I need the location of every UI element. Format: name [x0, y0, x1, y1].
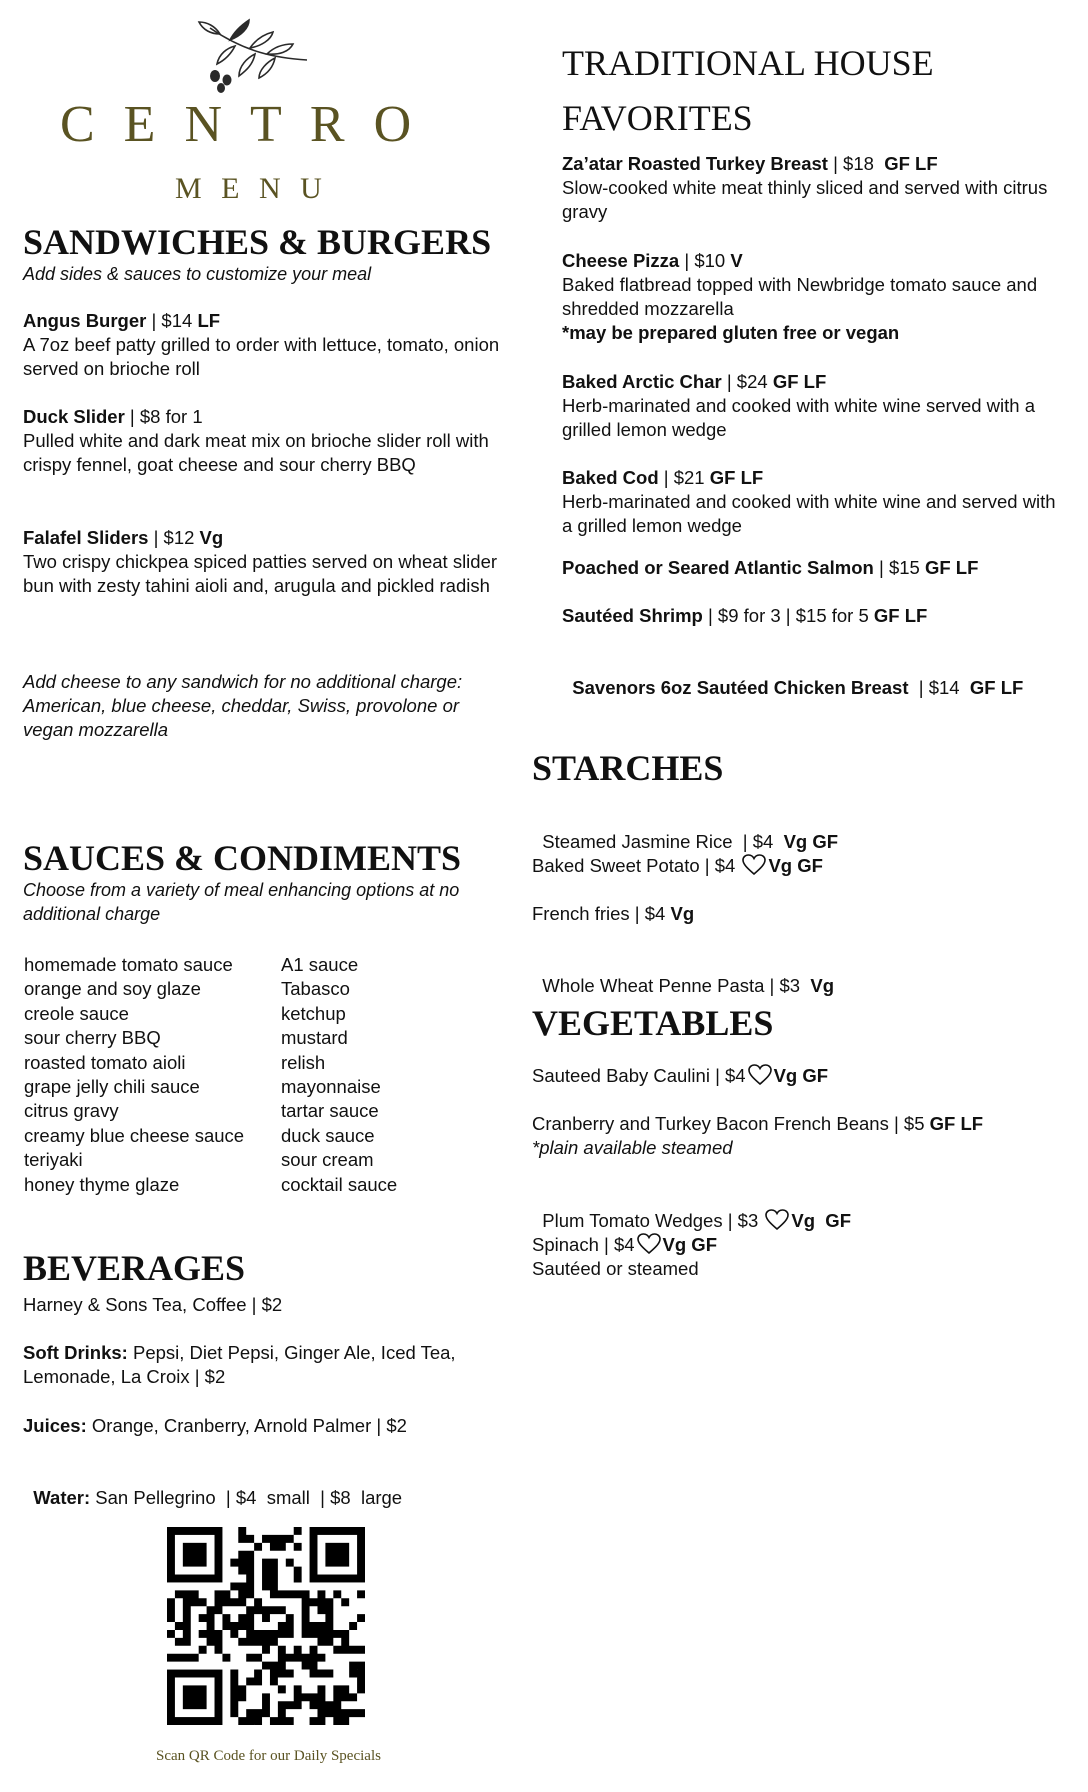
item-price: | $24: [721, 371, 773, 392]
dietary-tags: Vg GF: [783, 831, 839, 852]
item-description: Herb-marinated and cooked with white wine and served with a grilled lemon wedge: [562, 491, 1056, 536]
menu-item: [532, 1233, 1052, 1281]
menu-item: [23, 405, 523, 477]
sandwiches-section: [23, 222, 523, 286]
list-item: sour cherry BBQ: [24, 1027, 161, 1049]
menu-item: [562, 556, 1062, 580]
beverage-text: San Pellegrino | $4 small | $8 large: [90, 1487, 403, 1508]
item-description: Baked flatbread topped with Newbridge tomato sauce and shredded mozzarella: [562, 274, 1038, 319]
heart-icon: [765, 1209, 789, 1231]
brand-name: C E N T R O: [60, 96, 420, 153]
beverages-section: [23, 1248, 523, 1288]
item-name: Poached or Seared Atlantic Salmon: [562, 557, 874, 578]
list-item: creole sauce: [24, 1002, 129, 1024]
list-item: orange and soy glaze: [24, 978, 201, 1000]
sauces-section: [23, 838, 523, 926]
item-text: Steamed Jasmine Rice | $4: [542, 831, 784, 852]
list-item: mayonnaise: [281, 1076, 381, 1098]
menu-item: [562, 604, 1062, 628]
section-subtitle: Add sides & sauces to customize your meal: [23, 264, 372, 284]
item-note: *plain available steamed: [532, 1137, 733, 1158]
menu-item: [23, 309, 523, 381]
list-item: honey thyme glaze: [24, 1173, 180, 1195]
brand-subtitle: M E N U: [175, 172, 328, 205]
item-note: *may be prepared gluten free or vegan: [562, 322, 900, 343]
list-item: tartar sauce: [281, 1100, 379, 1122]
list-item: relish: [281, 1051, 326, 1073]
menu-item: [532, 950, 1052, 998]
section-title: BEVERAGES: [23, 1248, 246, 1288]
item-text: Plum Tomato Wedges | $3: [542, 1210, 764, 1231]
list-item: homemade tomato sauce: [24, 954, 233, 975]
menu-item: [562, 466, 1062, 538]
dietary-tags: Vg GF: [791, 1210, 852, 1231]
list-item: cocktail sauce: [281, 1173, 398, 1195]
menu-item: [532, 854, 1052, 878]
section-title: VEGETABLES: [532, 1003, 774, 1043]
item-text: Baked Sweet Potato | $4: [532, 855, 741, 876]
beverage-item: [23, 1293, 523, 1317]
dietary-tags: GF LF: [884, 153, 938, 174]
dietary-tags: Vg: [810, 975, 834, 996]
favorites-section: [562, 34, 1062, 144]
dietary-tags: GF LF: [873, 605, 928, 626]
dietary-tags: GF LF: [772, 371, 827, 392]
item-description: Two crispy chickpea spiced patties served on wheat slider bun with zesty tahini aioli and, arugula and pickled radish: [23, 551, 498, 596]
item-description: Pulled white and dark meat mix on brioche slider roll with crispy fennel, goat cheese and sour cherry BBQ: [23, 430, 489, 475]
qr-caption: Scan QR Code for our Daily Specials: [156, 1748, 381, 1764]
list-item: mustard: [281, 1027, 348, 1049]
qr-code-icon[interactable]: [167, 1527, 365, 1725]
vegetables-section: [532, 1003, 1052, 1043]
dietary-tags: Vg GF: [662, 1234, 718, 1255]
menu-item: [562, 249, 1062, 345]
cheese-note: Add cheese to any sandwich for no additional charge: American, blue cheese, cheddar, Swiss, provolone or vegan mozzarella: [23, 671, 463, 740]
beverage-item: [23, 1414, 523, 1438]
item-price: | $10: [679, 250, 731, 271]
section-title: STARCHES: [532, 748, 724, 788]
beverage-text: Harney & Sons Tea, Coffee | $2: [23, 1294, 283, 1315]
item-name: Sautéed Shrimp: [562, 605, 703, 626]
section-title-line2: FAVORITES: [562, 98, 753, 138]
beverage-item: [23, 1462, 523, 1510]
menu-item: [532, 1185, 1052, 1233]
item-price: | $8 for 1: [124, 406, 203, 427]
beverage-label: Juices:: [23, 1415, 87, 1436]
section-title: SANDWICHES & BURGERS: [23, 222, 492, 262]
menu-item: [532, 1112, 1052, 1160]
item-description: Slow-cooked white meat thinly sliced and served with citrus gravy: [562, 177, 1048, 222]
list-item: teriyaki: [24, 1149, 83, 1171]
list-item: duck sauce: [281, 1124, 375, 1146]
item-name: Falafel Sliders: [23, 527, 149, 548]
section-subtitle: Choose from a variety of meal enhancing options at no additional charge: [23, 880, 460, 924]
list-item: A1 sauce: [281, 954, 359, 975]
heart-icon: [637, 1233, 661, 1255]
item-price: | $14: [146, 310, 198, 331]
beverage-label: Water:: [33, 1487, 91, 1508]
menu-item: [532, 902, 1052, 926]
item-price: | $18: [827, 153, 885, 174]
menu-item: [532, 1064, 1052, 1088]
dietary-tags: Vg GF: [768, 855, 823, 876]
heart-icon: [742, 854, 766, 876]
item-price: | $15: [873, 557, 925, 578]
beverage-text: Pepsi, Diet Pepsi, Ginger Ale, Iced Tea, Lemonade, La Croix | $2: [23, 1342, 456, 1387]
heart-icon: [748, 1064, 772, 1086]
item-text: Sauteed Baby Caulini | $4: [532, 1065, 746, 1086]
condiments-list-2: [281, 953, 397, 1197]
item-text: French fries | $4: [532, 903, 671, 924]
list-item: Tabasco: [281, 978, 350, 1000]
item-name: Za’atar Roasted Turkey Breast: [562, 153, 828, 174]
list-item: sour cream: [281, 1149, 374, 1171]
item-price: | $9 for 3 | $15 for 5: [702, 605, 874, 626]
menu-item: [562, 652, 1062, 700]
menu-item: [562, 370, 1062, 442]
list-item: citrus gravy: [24, 1100, 119, 1122]
item-price: | $12: [148, 527, 200, 548]
item-name: Baked Cod: [562, 467, 659, 488]
beverage-item: [23, 1341, 513, 1389]
list-item: roasted tomato aioli: [24, 1051, 186, 1073]
condiments-list-1: [24, 953, 244, 1197]
item-name: Savenors 6oz Sautéed Chicken Breast: [572, 677, 909, 698]
section-title: SAUCES & CONDIMENTS: [23, 838, 462, 878]
beverage-text: Orange, Cranberry, Arnold Palmer | $2: [86, 1415, 407, 1436]
dietary-tags: Vg: [670, 903, 695, 924]
item-price: | $21: [658, 467, 710, 488]
list-item: creamy blue cheese sauce: [24, 1124, 245, 1146]
starches-section: [532, 748, 1052, 788]
item-text: Spinach | $4: [532, 1234, 635, 1255]
item-text: Cranberry and Turkey Bacon French Beans | $5: [532, 1113, 930, 1134]
item-name: Angus Burger: [23, 310, 147, 331]
dietary-tags: GF LF: [709, 467, 764, 488]
item-description: Herb-marinated and cooked with white wine served with a grilled lemon wedge: [562, 395, 1036, 440]
item-name: Baked Arctic Char: [562, 371, 722, 392]
dietary-tags: V: [730, 250, 743, 271]
menu-item: [562, 152, 1062, 224]
item-description: A 7oz beef patty grilled to order with lettuce, tomato, onion served on brioche roll: [23, 334, 500, 379]
dietary-tags: GF LF: [929, 1113, 984, 1134]
item-description: Sautéed or steamed: [532, 1258, 699, 1279]
section-title-line1: TRADITIONAL HOUSE: [562, 43, 934, 83]
menu-item: [532, 806, 1052, 854]
item-price: | $14: [908, 677, 970, 698]
dietary-tags: GF LF: [969, 677, 1024, 698]
item-text: Whole Wheat Penne Pasta | $3: [542, 975, 811, 996]
dietary-tags: Vg: [199, 527, 224, 548]
list-item: ketchup: [281, 1002, 346, 1024]
dietary-tags: Vg GF: [773, 1065, 829, 1086]
list-item: grape jelly chili sauce: [24, 1076, 200, 1098]
item-name: Cheese Pizza: [562, 250, 680, 271]
menu-item: [23, 526, 523, 598]
item-name: Duck Slider: [23, 406, 125, 427]
dietary-tags: LF: [197, 310, 221, 331]
olive-branch-logo-icon: [175, 18, 310, 98]
beverage-label: Soft Drinks:: [23, 1342, 128, 1363]
dietary-tags: GF LF: [924, 557, 979, 578]
